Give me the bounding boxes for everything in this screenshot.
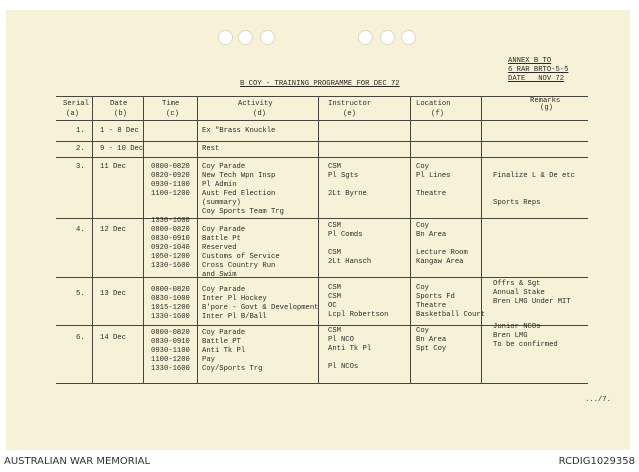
page-continuation-note: .../7. bbox=[585, 396, 611, 404]
header-date: Date bbox=[110, 100, 128, 108]
punch-hole bbox=[380, 30, 395, 45]
cell-remarks: Finalize L & De etc Sports Reps bbox=[493, 172, 575, 207]
header-instructor: Instructor bbox=[328, 100, 372, 108]
cell-serial: 2. bbox=[76, 145, 85, 153]
cell-location: Coy Bn Area Spt Coy bbox=[416, 327, 447, 353]
header-location: Location bbox=[416, 100, 451, 108]
punch-hole bbox=[401, 30, 416, 45]
cell-time: 0800-0820 0830-0910 0920-1040 1050-1200 1330-1600 bbox=[151, 226, 190, 270]
footer-source: AUSTRALIAN WAR MEMORIAL bbox=[4, 456, 151, 467]
header-letter-e: (e) bbox=[343, 110, 356, 118]
header-letter-c: (c) bbox=[166, 110, 179, 118]
cell-date: 13 Dec bbox=[100, 290, 126, 298]
cell-location: Coy Sports Fd Theatre Basketball Court bbox=[416, 284, 486, 319]
header-remarks: Remarks bbox=[530, 97, 561, 105]
cell-instructor: CSM Pl Sgts 2Lt Byrne bbox=[328, 163, 367, 198]
cell-activity: Rest bbox=[202, 145, 220, 153]
cell-activity: Ex "Brass Knuckle bbox=[202, 127, 276, 135]
cell-time: 0800-0820 0830-1000 1015-1200 1330-1600 bbox=[151, 286, 190, 321]
cell-serial: 3. bbox=[76, 163, 85, 171]
cell-time: 0800-0820 0830-0910 0930-1100 1100-1200 1330-1600 bbox=[151, 329, 190, 373]
cell-instructor: CSM Pl Comds CSM 2Lt Hansch bbox=[328, 222, 372, 266]
annex-line-1: ANNEX B TO bbox=[508, 57, 552, 65]
cell-date: 11 Dec bbox=[100, 163, 126, 171]
cell-serial: 4. bbox=[76, 226, 85, 234]
header-letter-b: (b) bbox=[114, 110, 127, 118]
cell-instructor: CSM Pl NCO Anti Tk Pl Pl NCOs bbox=[328, 327, 372, 371]
cell-location: Coy Pl Lines Theatre bbox=[416, 163, 451, 198]
annex-line-2: 6 RAR BRTO-5-5 bbox=[508, 66, 569, 74]
header-letter-g: (g) bbox=[540, 104, 553, 112]
header-letter-a: (a) bbox=[66, 110, 79, 118]
punch-hole bbox=[358, 30, 373, 45]
cell-serial: 6. bbox=[76, 334, 85, 342]
cell-date: 1 - 8 Dec bbox=[100, 127, 139, 135]
header-letter-d: (d) bbox=[253, 110, 266, 118]
cell-remarks: Junior NCOs Bren LMG To be confirmed bbox=[493, 323, 558, 349]
footer-item-id: RCDIG1029358 bbox=[558, 456, 635, 467]
cell-activity: Coy Parade Battle Pt Reserved Customs of Service Cross Country Run and Swim bbox=[202, 226, 280, 279]
cell-serial: 1. bbox=[76, 127, 85, 135]
cell-date: 12 Dec bbox=[100, 226, 126, 234]
header-serial: Serial bbox=[63, 100, 89, 108]
punch-hole bbox=[238, 30, 253, 45]
header-time: Time bbox=[162, 100, 180, 108]
header-letter-f: (f) bbox=[431, 110, 444, 118]
cell-serial: 5. bbox=[76, 290, 85, 298]
cell-location: Coy Bn Area Lecture Room Kangaw Area bbox=[416, 222, 468, 266]
cell-date: 14 Dec bbox=[100, 334, 126, 342]
cell-instructor: CSM CSM OC Lcpl Robertson bbox=[328, 284, 389, 319]
header-activity: Activity bbox=[238, 100, 273, 108]
punch-hole bbox=[260, 30, 275, 45]
cell-activity: Coy Parade Battle PT Anti Tk Pl Pay Coy/Sports Trg bbox=[202, 329, 263, 373]
document-title: B COY - TRAINING PROGRAMME FOR DEC 72 bbox=[240, 80, 400, 88]
punch-hole bbox=[218, 30, 233, 45]
annex-line-3: DATE NOV 72 bbox=[508, 75, 565, 83]
cell-date: 9 - 10 Dec bbox=[100, 145, 144, 153]
cell-time: 0800-0820 0820-0920 0930-1100 1100-1200 1330-1600 bbox=[151, 163, 190, 225]
cell-activity: Coy Parade New Tech Wpn Insp Pl Admin Aust Fed Election (summary) Coy Sports Team Trg bbox=[202, 163, 284, 216]
cell-remarks: Offrs & Sgt Annual Stake Bren LMG Under MIT bbox=[493, 280, 571, 306]
cell-activity: Coy Parade Inter Pl Hockey B'pore - Govt & Development Inter Pl B/Ball bbox=[202, 286, 319, 321]
